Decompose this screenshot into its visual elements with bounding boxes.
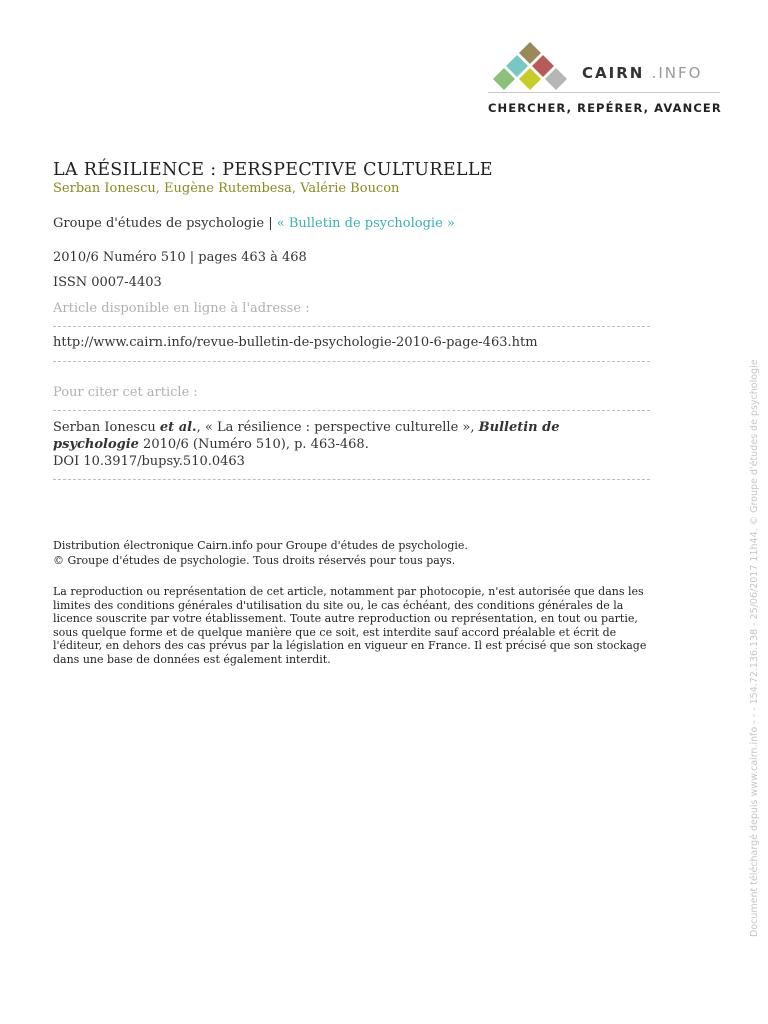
legal-line: sous quelque forme et de quelque manière que ce soit, est interdite sauf accord préalable et écrit de xyxy=(53,625,617,639)
citation-journal-cont: psychologie xyxy=(53,437,139,452)
cairn-logo[interactable] xyxy=(488,40,728,120)
distribution-line: Distribution électronique Cairn.info pour Groupe d'études de psychologie. xyxy=(53,539,468,552)
citation-etal: et al. xyxy=(159,420,197,435)
citation xyxy=(53,419,653,470)
article-authors: Serban Ionescu, Eugène Rutembesa, Valérie Boucon xyxy=(53,181,400,196)
citation-doi: DOI 10.3917/bupsy.510.0463 xyxy=(53,454,245,469)
citation-issue: 2010/6 (Numéro 510), p. 463-468. xyxy=(138,437,369,452)
available-online-label: Article disponible en ligne à l'adresse : xyxy=(53,301,310,316)
article-title: LA RÉSILIENCE : PERSPECTIVE CULTURELLE xyxy=(53,160,493,180)
issn: ISSN 0007-4403 xyxy=(53,275,162,290)
divider xyxy=(53,326,650,327)
logo-divider xyxy=(488,92,720,93)
citation-title: , « La résilience : perspective culturelle », xyxy=(196,420,479,435)
logo-tagline: CHERCHER, REPÉRER, AVANCER xyxy=(488,101,722,115)
article-url-link[interactable]: http://www.cairn.info/revue-bulletin-de-psychologie-2010-6-page-463.htm xyxy=(53,335,538,350)
publisher-line xyxy=(53,216,455,231)
copyright-line: © Groupe d'études de psychologie. Tous droits réservés pour tous pays. xyxy=(53,554,456,567)
logo-suffix: INFO xyxy=(658,64,703,82)
distribution-notice xyxy=(53,538,468,568)
legal-line: La reproduction ou représentation de cet article, notamment par photocopie, n'est autorisée que dans les xyxy=(53,585,644,598)
download-stamp: Document téléchargé depuis www.cairn.info - - - 154.72.136.138 - 25/06/2017 11h44. © Groupe d'études de psychologie xyxy=(749,359,760,937)
journal-link[interactable]: « Bulletin de psychologie » xyxy=(276,216,455,231)
publisher-name: Groupe d'études de psychologie xyxy=(53,216,265,231)
logo-brand: CAIRN xyxy=(582,64,645,82)
issue-info: 2010/6 Numéro 510 | pages 463 à 468 xyxy=(53,250,307,265)
divider xyxy=(53,361,650,362)
logo-wordmark xyxy=(582,64,702,82)
legal-line: dans une base de données est également interdit. xyxy=(53,652,331,666)
divider xyxy=(53,410,650,411)
legal-line: limites des conditions générales d'utilisation du site ou, le cas échéant, des conditions générales de la xyxy=(53,598,624,612)
citation-line-1 xyxy=(53,419,653,436)
publisher-separator: | xyxy=(264,216,277,231)
cairn-diamond-icon xyxy=(488,40,578,92)
citation-journal: Bulletin de xyxy=(478,420,560,435)
legal-notice xyxy=(53,585,718,666)
cite-label: Pour citer cet article : xyxy=(53,385,198,400)
citation-line-2 xyxy=(53,436,653,453)
logo-dot: . xyxy=(651,64,659,82)
citation-author: Serban Ionescu xyxy=(53,420,160,435)
legal-line: licence souscrite par votre établissement. Toute autre reproduction ou représentation, en tout ou partie, xyxy=(53,612,638,625)
legal-line: l'éditeur, en dehors des cas prévus par la législation en vigueur en France. Il est précisé que son stockage xyxy=(53,639,647,652)
divider xyxy=(53,479,650,480)
